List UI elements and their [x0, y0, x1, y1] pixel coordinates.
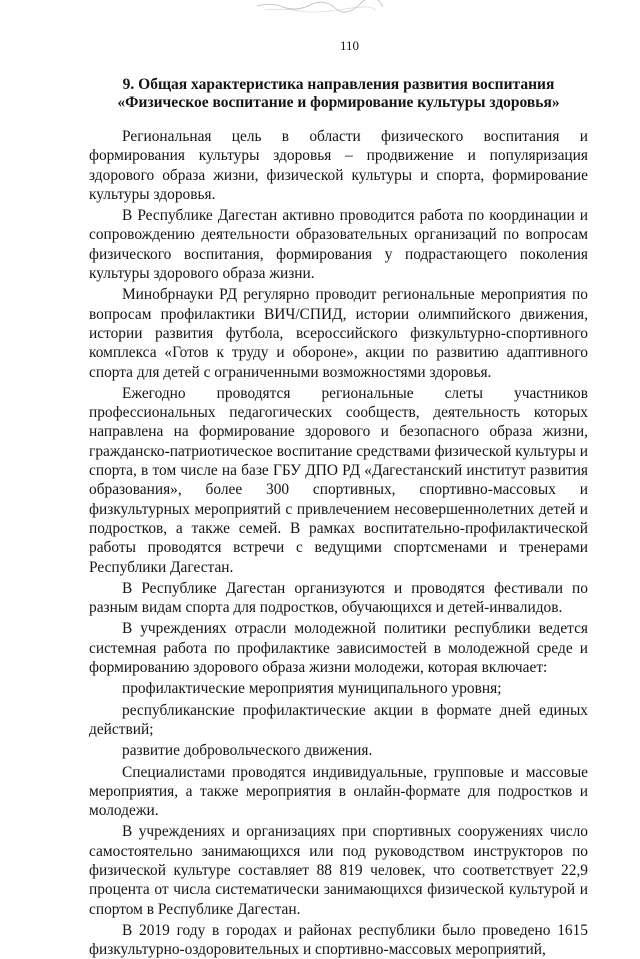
page-number: 110	[339, 38, 360, 53]
section-title-line-1: 9. Общая характеристика направления развития воспитания	[122, 76, 555, 93]
body-text	[89, 125, 588, 959]
paragraph: В учреждениях и организациях при спортивных сооружениях число самостоятельно занимающихся или под руководством инструкторов по физической культуре составляет 88 819 человек, что соответствует 22,9 процента от числа систематически занимающихся физической культурой и спортом в Республике Дагестан.	[89, 823, 588, 918]
paragraph: Минобрнауки РД регулярно проводит региональные мероприятия по вопросам профилактики ВИЧ/СПИД, истории олимпийского движения, истории развития футбола, всероссийского физкультурно-спортивного комплекса «Готов к труду и обороне», акции по развитию адаптивного спорта для детей с ограниченными возможностями здоровья.	[89, 286, 588, 381]
paragraph: В 2019 году в городах и районах республики было проведено 1615 физкультурно-оздоровительных и спортивно-массовых мероприятий,	[89, 921, 588, 959]
list-item: профилактические мероприятия муниципального уровня;	[122, 680, 502, 698]
section-title	[89, 76, 588, 112]
scan-artifact	[255, 0, 385, 14]
paragraph: Ежегодно проводятся региональные слеты участников профессиональных педагогических сообществ, деятельность которых направлена на формирование здорового и безопасного образа жизни, гражданско-патриотическое воспитание средствами физической культуры и спорта, в том числе на базе ГБУ ДПО РД «Дагестанский институт развития образования», более 300 спортивных, спортивно-массовых и физкультурных мероприятий с привлечением несовершеннолетних детей и подростков, а также семей. В рамках воспитательно-профилактической работы проводятся встречи с ведущими спортсменами и тренерами Республики Дагестан.	[89, 384, 588, 576]
list-item: развитие добровольческого движения.	[122, 742, 373, 760]
paragraph: В Республике Дагестан организуются и проводятся фестивали по разным видам спорта для подростков, обучающихся и детей-инвалидов.	[89, 579, 588, 617]
paragraph: В учреждениях отрасли молодежной политики республики ведется системная работа по профилактике зависимостей в молодежной среде и формированию здорового образа жизни молодежи, которая включает:	[89, 620, 588, 677]
list-item: республиканские профилактические акции в формате дней единых действий;	[89, 701, 588, 738]
paragraph: Региональная цель в области физического воспитания и формирования культуры здоровья – продвижение и популяризация здорового образа жизни, физической культуры и спорта, формирование культуры здоровья.	[89, 128, 588, 203]
paragraph: Специалистами проводятся индивидуальные, групповые и массовые мероприятия, а также мероприятия в онлайн-формате для подростков и молодежи.	[89, 763, 588, 820]
section-title-line-2: «Физическое воспитание и формирование культуры здоровья»	[117, 94, 560, 111]
paragraph: В Республике Дагестан активно проводится работа по координации и сопровождению деятельности образовательных организаций по вопросам физического воспитания, формирования у подрастающего поколения культуры здорового образа жизни.	[89, 207, 588, 283]
